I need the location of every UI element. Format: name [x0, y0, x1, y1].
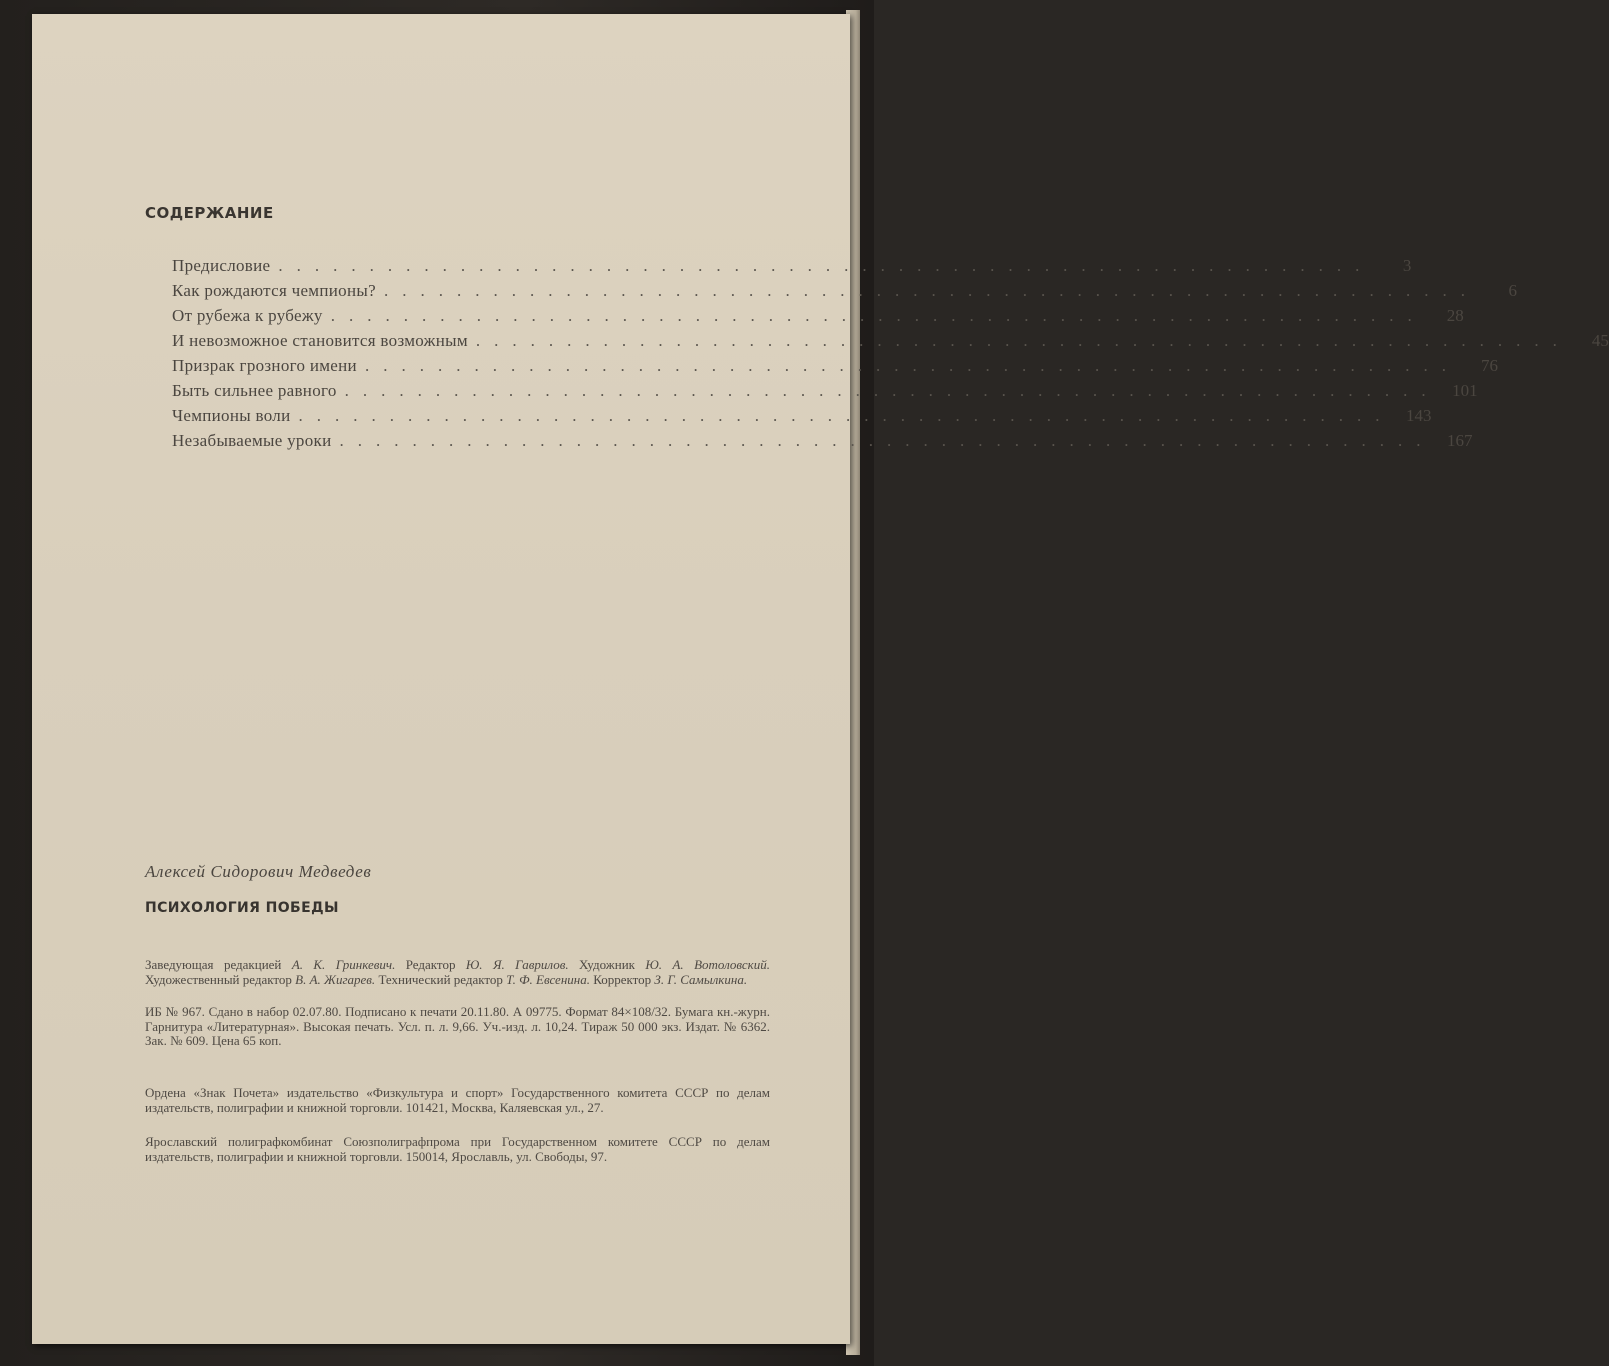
toc-leader-dots: ............................................................ [364, 356, 1460, 375]
staff-name: Т. Ф. Евсенина. [506, 971, 590, 987]
staff-label: Корректор [593, 971, 652, 987]
toc-entry [172, 356, 1498, 381]
toc-entry-page: 167 [1447, 431, 1473, 450]
toc-leader-dots: ............................................................ [298, 406, 1394, 425]
toc-entry [172, 256, 1412, 281]
toc-entry-page: 143 [1405, 406, 1432, 425]
toc-leader-dots: ............................................................ [339, 431, 1435, 450]
toc-entry-title: Чемпионы воли [172, 406, 291, 425]
imprint-publisher: Ордена «Знак Почета» издательство «Физкультура и спорт» Государственного комитета СССР по делам издательств, полиграфии и книжной торговли. 101421, Москва, Каляевская ул., 27. [145, 1085, 770, 1115]
toc-entry [172, 431, 1473, 456]
book-title: ПСИХОЛОГИЯ ПОБЕДЫ [145, 900, 339, 916]
toc-leader-dots: ............................................................ [383, 281, 1479, 300]
staff-name: В. А. Жигарев. [295, 971, 376, 987]
staff-name: А. К. Гринкевич. [291, 957, 396, 972]
toc-entry-title: Предисловие [172, 256, 271, 275]
table-of-contents [172, 256, 1609, 456]
imprint-staff [145, 958, 770, 987]
staff-label: Заведующая редакцией [145, 957, 282, 972]
toc-entry-page: 28 [1446, 306, 1464, 325]
author-name: Алексей Сидорович Медведев [145, 862, 372, 881]
toc-entry-page: 76 [1480, 356, 1498, 375]
staff-name: З. Г. Самылкина. [654, 971, 748, 987]
toc-entry-page: 6 [1508, 281, 1517, 300]
toc-leader-dots: ............................................................ [475, 331, 1571, 350]
toc-entry-title: Незабываемые уроки [172, 431, 332, 450]
staff-label: Художественный редактор [145, 971, 292, 987]
imprint-print-details: ИБ № 967. Сдано в набор 02.07.80. Подписано к печати 20.11.80. А 09775. Формат 84×108/32. Бумага кн.-журн. Гарнитура «Литературная». Высокая печать. Усл. п. л. 9,66. Уч.-изд. л. 10,24. Тираж 50 000 экз. Издат. № 6362. Зак. № 609. Цена 65 коп. [145, 1004, 770, 1048]
imprint-printer: Ярославский полиграфкомбинат Союзполиграфпрома при Государственном комитете СССР по делам издательств, полиграфии и книжной торговли. 150014, Ярославль, ул. Свободы, 97. [145, 1134, 770, 1164]
book-page [32, 14, 1609, 1344]
toc-entry [172, 281, 1517, 306]
toc-entry-title: Быть сильнее равного [172, 381, 337, 400]
toc-entry [172, 381, 1478, 406]
toc-entry-title: От рубежа к рубежу [172, 306, 323, 325]
staff-name: Ю. А. Вотоловский. [645, 957, 770, 972]
toc-entry [172, 331, 1609, 356]
staff-label: Редактор [405, 957, 456, 972]
toc-leader-dots: ............................................................ [278, 256, 1374, 275]
toc-entry [172, 306, 1464, 331]
toc-entry-title: Как рождаются чемпионы? [172, 281, 376, 300]
toc-entry-page: 45 [1591, 331, 1609, 350]
staff-label: Художник [579, 957, 635, 972]
staff-name: Ю. Я. Гаврилов. [465, 957, 569, 972]
toc-entry [172, 406, 1432, 431]
toc-heading: СОДЕРЖАНИЕ [145, 204, 274, 222]
toc-leader-dots: ............................................................ [344, 381, 1440, 400]
toc-entry-page: 3 [1402, 256, 1412, 275]
toc-leader-dots: ............................................................ [330, 306, 1426, 325]
toc-entry-page: 101 [1452, 381, 1478, 400]
toc-entry-title: Призрак грозного имени [172, 356, 357, 375]
toc-entry-title: И невозможное становится возможным [172, 331, 468, 350]
staff-label: Технический редактор [378, 971, 503, 987]
